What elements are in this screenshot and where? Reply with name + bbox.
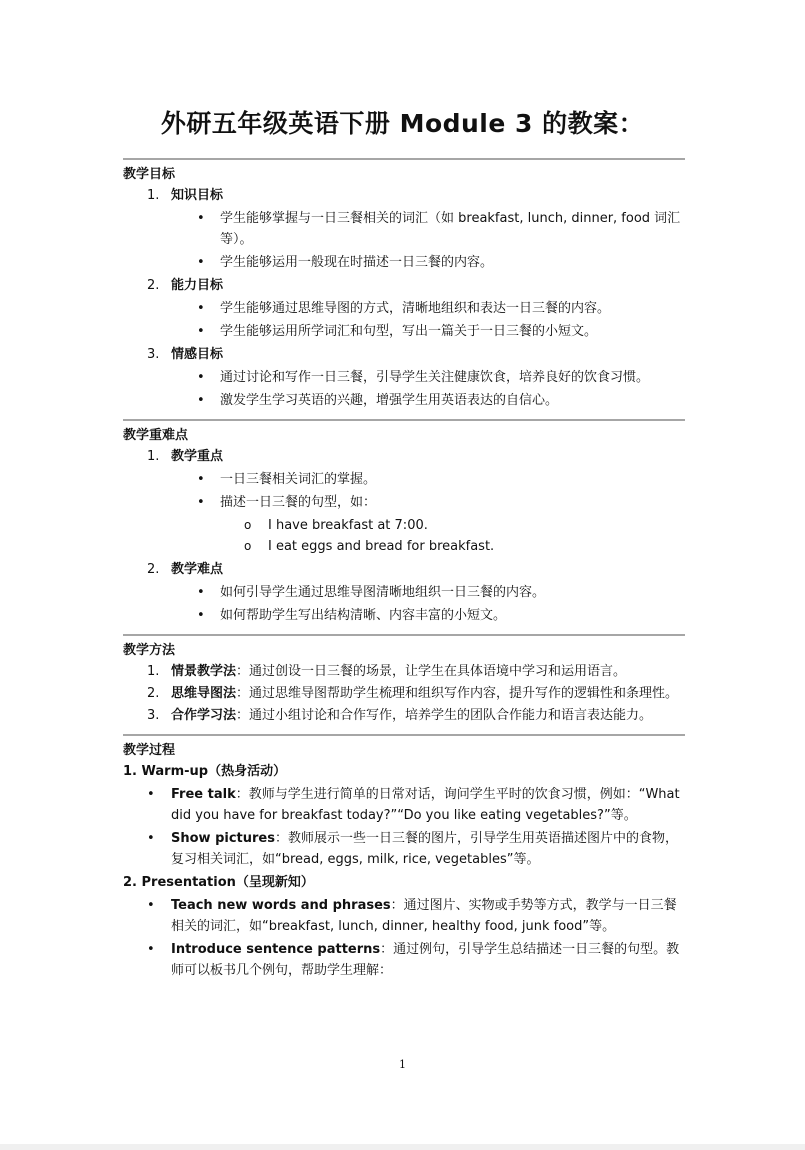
list-item — [123, 828, 685, 870]
group-label: 知识目标 — [171, 188, 224, 203]
method-label: 思维导图法 — [171, 686, 237, 701]
bullet-icon: • — [197, 495, 205, 510]
section-divider — [123, 734, 685, 736]
item-text: ：通过图片、实物或手势等方式，教学与一日三餐相关的词汇，如“breakfast, lunch, dinner, healthy food, junk food”等。 — [171, 898, 677, 934]
list-item-text: 学生能够掌握与一日三餐相关的词汇（如 breakfast, lunch, dinner, food 词汇等）。 — [220, 211, 681, 247]
bullet-icon: • — [147, 942, 155, 957]
bullet-icon: • — [197, 608, 205, 623]
method-item — [123, 683, 685, 704]
page-number: 1 — [399, 1058, 406, 1071]
list-item-text: 学生能够运用一般现在时描述一日三餐的内容。 — [220, 255, 494, 270]
example-text: I have breakfast at 7:00. — [268, 518, 428, 533]
method-text: ：通过创设一日三餐的场景，让学生在具体语境中学习和运用语言。 — [236, 664, 627, 679]
list-number: 2. — [147, 278, 160, 293]
item-text: ：教师展示一些一日三餐的图片，引导学生用英语描述图片中的食物，复习相关词汇，如“bread, eggs, milk, rice, vegetables”等。 — [171, 831, 679, 867]
section-methods — [123, 640, 685, 726]
objective-group — [123, 185, 685, 206]
bullet-icon: • — [197, 472, 205, 487]
item-label: Free talk — [171, 787, 236, 802]
item-label: Teach new words and phrases — [171, 898, 391, 913]
bullet-icon: • — [197, 211, 205, 226]
list-item — [123, 252, 685, 273]
list-item-text: 如何引导学生通过思维导图清晰地组织一日三餐的内容。 — [220, 585, 546, 600]
section-heading: 教学方法 — [123, 643, 176, 658]
circle-bullet-icon: o — [244, 539, 252, 553]
item-text: ：教师与学生进行简单的日常对话，询问学生平时的饮食习惯，例如：“What did you have for breakfast today?”“Do you like eating vegetables?”等。 — [171, 787, 680, 823]
item-text: ：通过例句，引导学生总结描述一日三餐的句型。教师可以板书几个例句，帮助学生理解： — [171, 942, 680, 978]
method-item — [123, 661, 685, 682]
list-item — [123, 895, 685, 937]
page-title: 外研五年级英语下册 Module 3 的教案： — [160, 109, 645, 138]
list-number: 2. — [147, 686, 160, 701]
list-item — [123, 208, 685, 250]
list-number: 3. — [147, 347, 160, 362]
bullet-icon: • — [147, 898, 155, 913]
group-label: 情感目标 — [171, 347, 224, 362]
method-label: 合作学习法 — [171, 708, 237, 723]
bullet-icon: • — [197, 301, 205, 316]
list-item — [123, 367, 685, 388]
list-item-text: 通过讨论和写作一日三餐，引导学生关注健康饮食，培养良好的饮食习惯。 — [220, 370, 650, 385]
list-number: 1. — [147, 449, 160, 464]
list-number: 3. — [147, 708, 160, 723]
list-number: 2. — [147, 562, 160, 577]
list-item-text: 如何帮助学生写出结构清晰、内容丰富的小短文。 — [220, 608, 507, 623]
section-heading: 教学过程 — [123, 743, 176, 758]
section-divider — [123, 634, 685, 636]
list-item — [123, 492, 685, 513]
bullet-icon: • — [147, 787, 155, 802]
example-item — [123, 515, 685, 536]
method-text: ：通过思维导图帮助学生梳理和组织写作内容，提升写作的逻辑性和条理性。 — [236, 686, 679, 701]
method-text: ：通过小组讨论和合作写作，培养学生的团队合作能力和语言表达能力。 — [236, 708, 653, 723]
keypoint-group — [123, 559, 685, 580]
list-item-text: 一日三餐相关词汇的掌握。 — [220, 472, 377, 487]
bullet-icon: • — [197, 585, 205, 600]
example-item — [123, 536, 685, 557]
list-item-text: 学生能够运用所学词汇和句型，写出一篇关于一日三餐的小短文。 — [220, 324, 598, 339]
keypoint-group — [123, 446, 685, 467]
process-step-heading: 2. Presentation（呈现新知） — [123, 875, 314, 890]
group-label: 教学难点 — [171, 562, 224, 577]
bullet-icon: • — [197, 324, 205, 339]
list-item-text: 描述一日三餐的句型，如： — [220, 495, 377, 510]
list-item — [123, 321, 685, 342]
list-item — [123, 939, 685, 981]
section-heading: 教学目标 — [123, 167, 176, 182]
process-step-heading: 1. Warm-up（热身活动） — [123, 764, 287, 779]
bullet-icon: • — [147, 831, 155, 846]
section-heading: 教学重难点 — [123, 428, 189, 443]
method-label: 情景教学法 — [171, 664, 237, 679]
method-item — [123, 705, 685, 726]
circle-bullet-icon: o — [244, 518, 252, 532]
section-objectives — [123, 164, 685, 411]
objective-group — [123, 344, 685, 365]
list-item — [123, 605, 685, 626]
group-label: 能力目标 — [171, 278, 224, 293]
example-text: I eat eggs and bread for breakfast. — [268, 539, 495, 554]
list-item — [123, 582, 685, 603]
section-keypoints — [123, 425, 685, 626]
list-item-text: 学生能够通过思维导图的方式，清晰地组织和表达一日三餐的内容。 — [220, 301, 611, 316]
list-number: 1. — [147, 664, 160, 679]
item-label: Introduce sentence patterns — [171, 942, 381, 957]
item-label: Show pictures — [171, 831, 275, 846]
bullet-icon: • — [197, 255, 205, 270]
objective-group — [123, 275, 685, 296]
document-body — [123, 158, 685, 989]
page-bottom-edge — [0, 1144, 805, 1150]
list-number: 1. — [147, 188, 160, 203]
group-label: 教学重点 — [171, 449, 224, 464]
section-divider — [123, 158, 685, 160]
list-item — [123, 390, 685, 411]
bullet-icon: • — [197, 393, 205, 408]
list-item-text: 激发学生学习英语的兴趣，增强学生用英语表达的自信心。 — [220, 393, 559, 408]
list-item — [123, 469, 685, 490]
list-item — [123, 298, 685, 319]
section-process — [123, 740, 685, 981]
list-item — [123, 784, 685, 826]
bullet-icon: • — [197, 370, 205, 385]
section-divider — [123, 419, 685, 421]
